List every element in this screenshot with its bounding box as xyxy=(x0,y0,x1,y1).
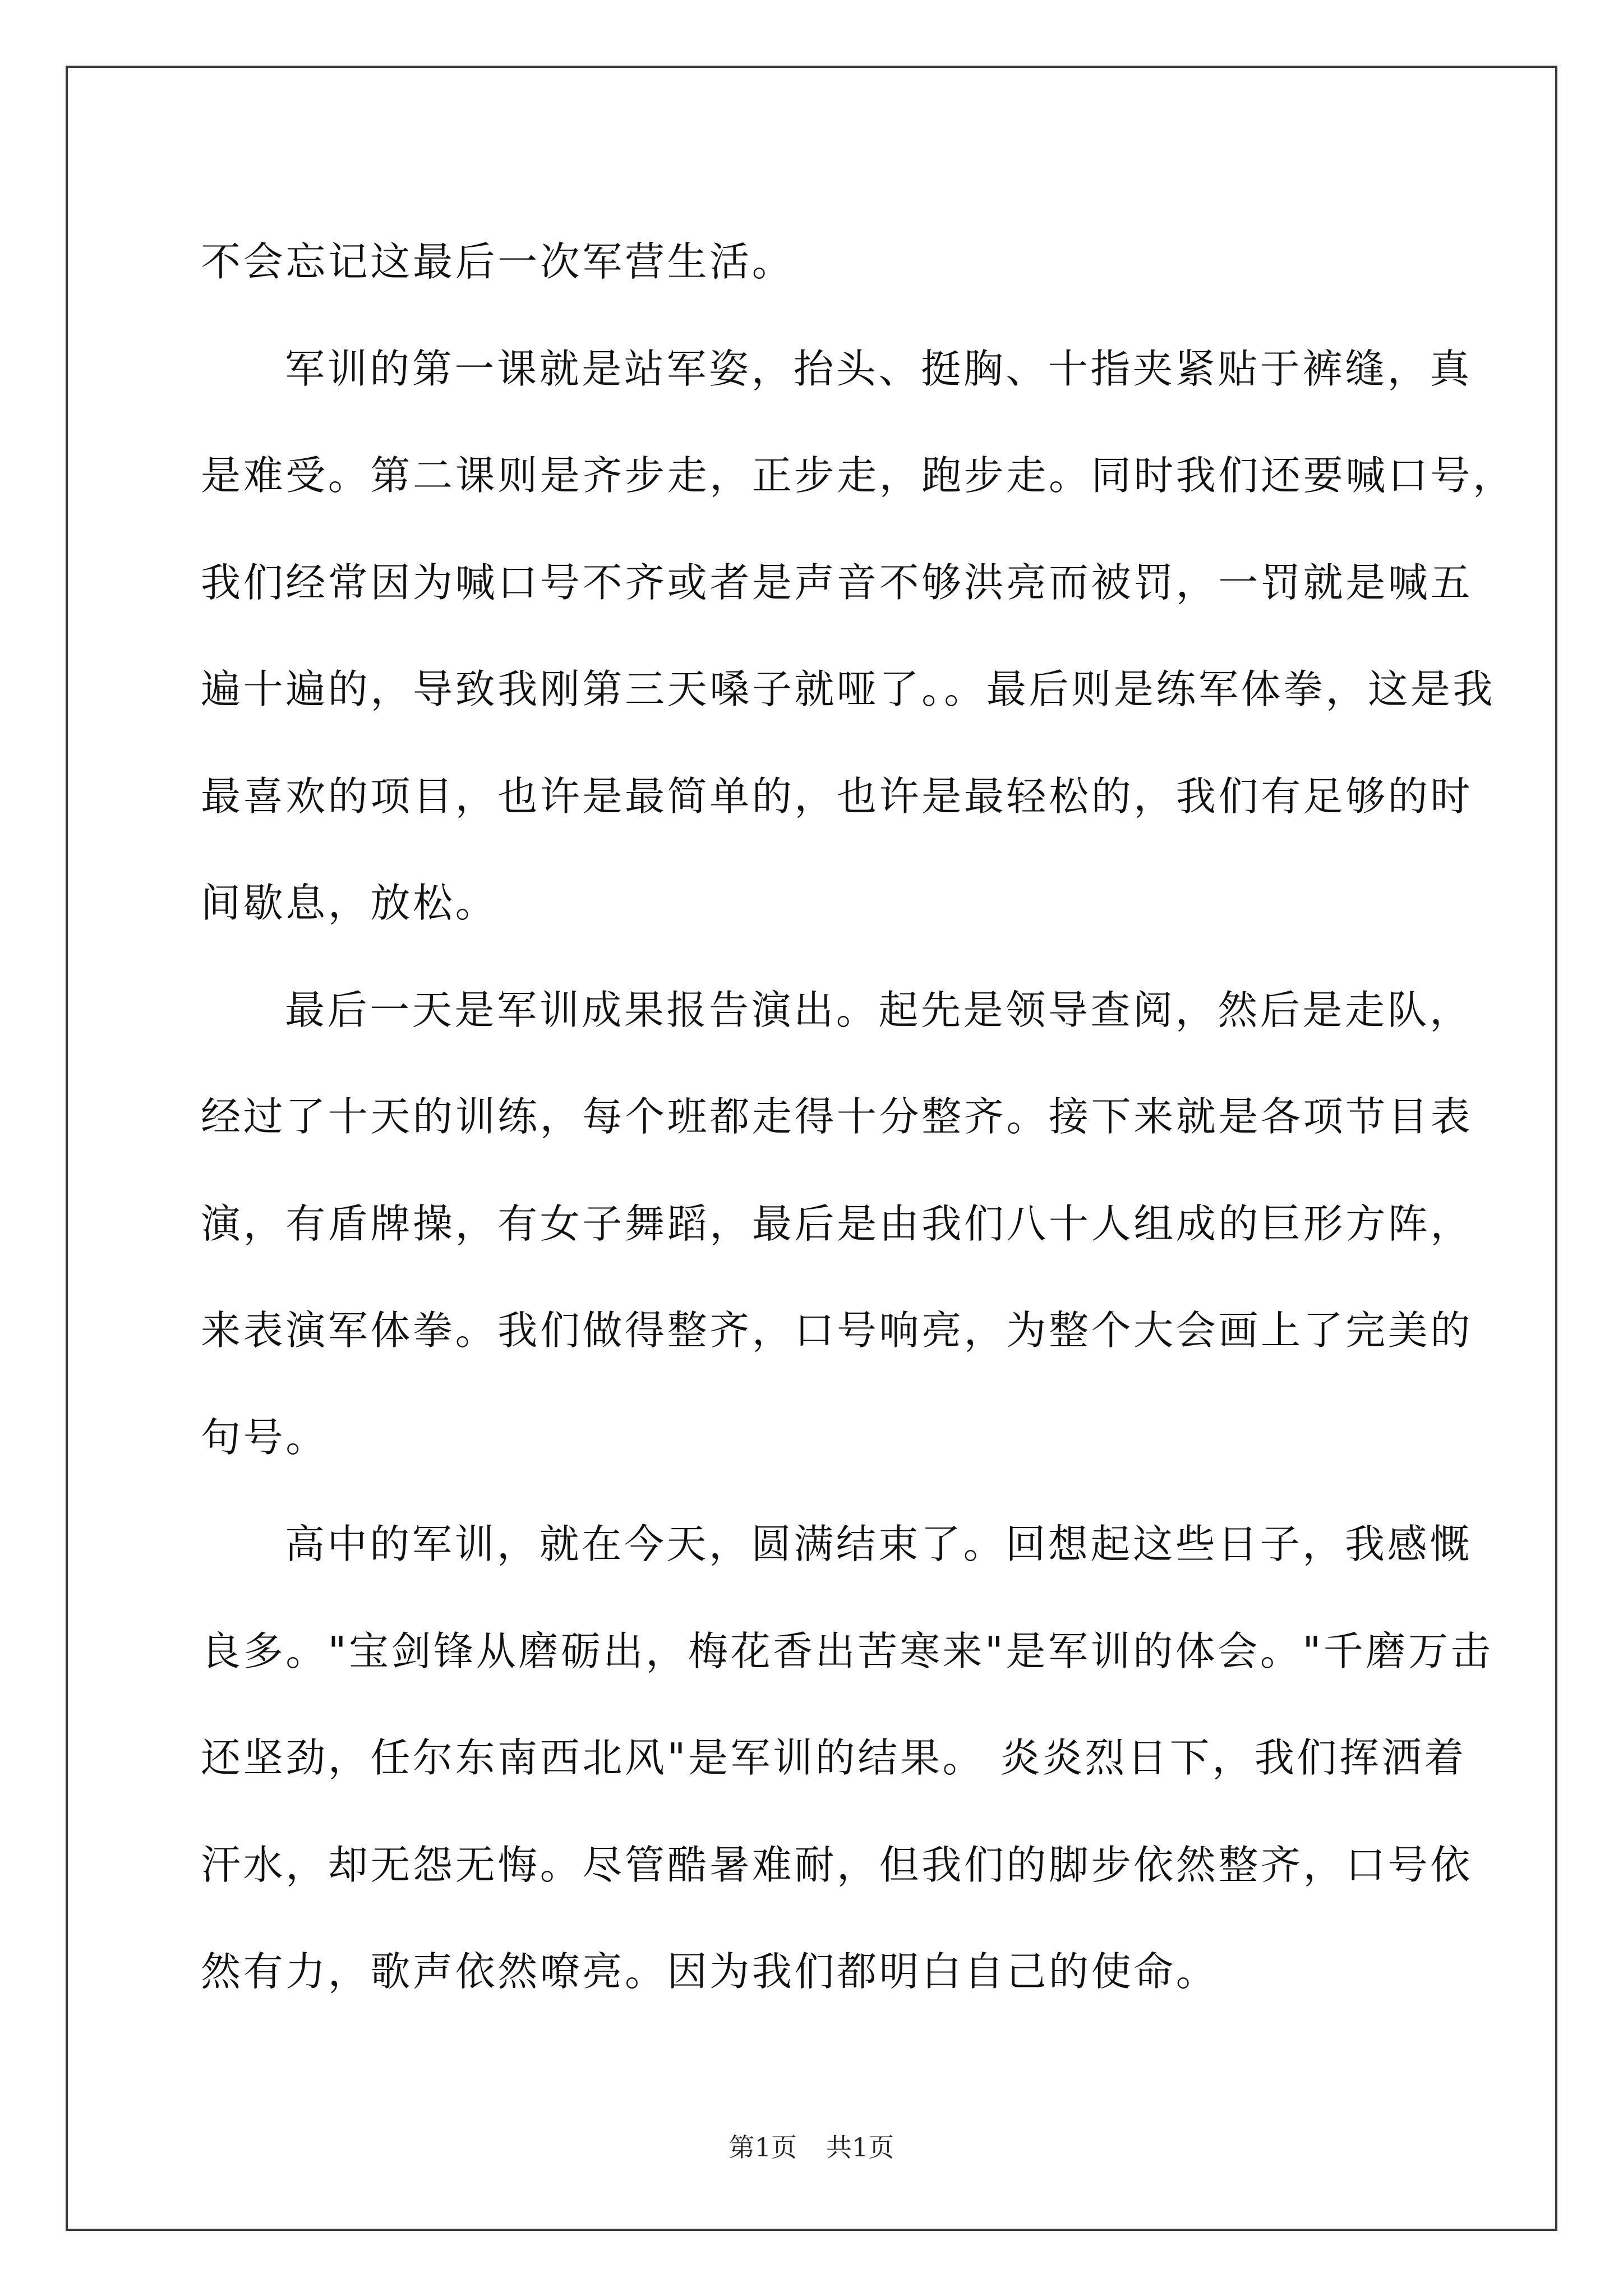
text-line: 遍十遍的，导致我刚第三天嗓子就哑了。。最后则是练军体拳，这是我 xyxy=(201,666,1496,712)
text-line: 汗水，却无怨无悔。尽管酷暑难耐，但我们的脚步依然整齐，口号依 xyxy=(201,1841,1473,1888)
page-number-current: 第1页 xyxy=(728,2132,797,2162)
page-number-total: 共1页 xyxy=(826,2132,895,2162)
text-line: 我们经常因为喊口号不齐或者是声音不够洪亮而被罚，一罚就是喊五 xyxy=(201,559,1473,606)
text-line: 来表演军体拳。我们做得整齐，口号响亮，为整个大会画上了完美的 xyxy=(201,1307,1473,1354)
page-footer xyxy=(0,2127,1623,2164)
paragraph-start-line: 高中的军训，就在今天，圆满结束了。回想起这些日子，我感慨 xyxy=(285,1521,1472,1567)
text-line: 还坚劲，任尔东南西北风"是军训的结果。 炎炎烈日下，我们挥洒着 xyxy=(201,1734,1467,1781)
text-line: 间歇息，放松。 xyxy=(201,880,498,926)
text-line: 演，有盾牌操，有女子舞蹈，最后是由我们八十人组成的巨形方阵， xyxy=(201,1200,1473,1247)
text-line: 经过了十天的训练，每个班都走得十分整齐。接下来就是各项节目表 xyxy=(201,1093,1473,1140)
paragraph-start-line: 军训的第一课就是站军姿，抬头、挺胸、十指夹紧贴于裤缝，真 xyxy=(285,345,1472,392)
document-body xyxy=(201,209,1515,2026)
text-line: 良多。"宝剑锋从磨砺出，梅花香出苦寒来"是军训的体会。"千磨万击 xyxy=(201,1627,1493,1674)
text-line: 最喜欢的项目，也许是最简单的，也许是最轻松的，我们有足够的时 xyxy=(201,772,1473,820)
text-line: 然有力，歌声依然嘹亮。因为我们都明白自己的使命。 xyxy=(201,1948,1219,1995)
text-line: 句号。 xyxy=(201,1414,328,1461)
text-line: 不会忘记这最后一次军营生活。 xyxy=(201,238,795,285)
text-line: 是难受。第二课则是齐步走，正步走，跑步走。同时我们还要喊口号， xyxy=(201,452,1515,499)
paragraph-start-line: 最后一天是军训成果报告演出。起先是领导查阅，然后是走队， xyxy=(285,986,1472,1033)
